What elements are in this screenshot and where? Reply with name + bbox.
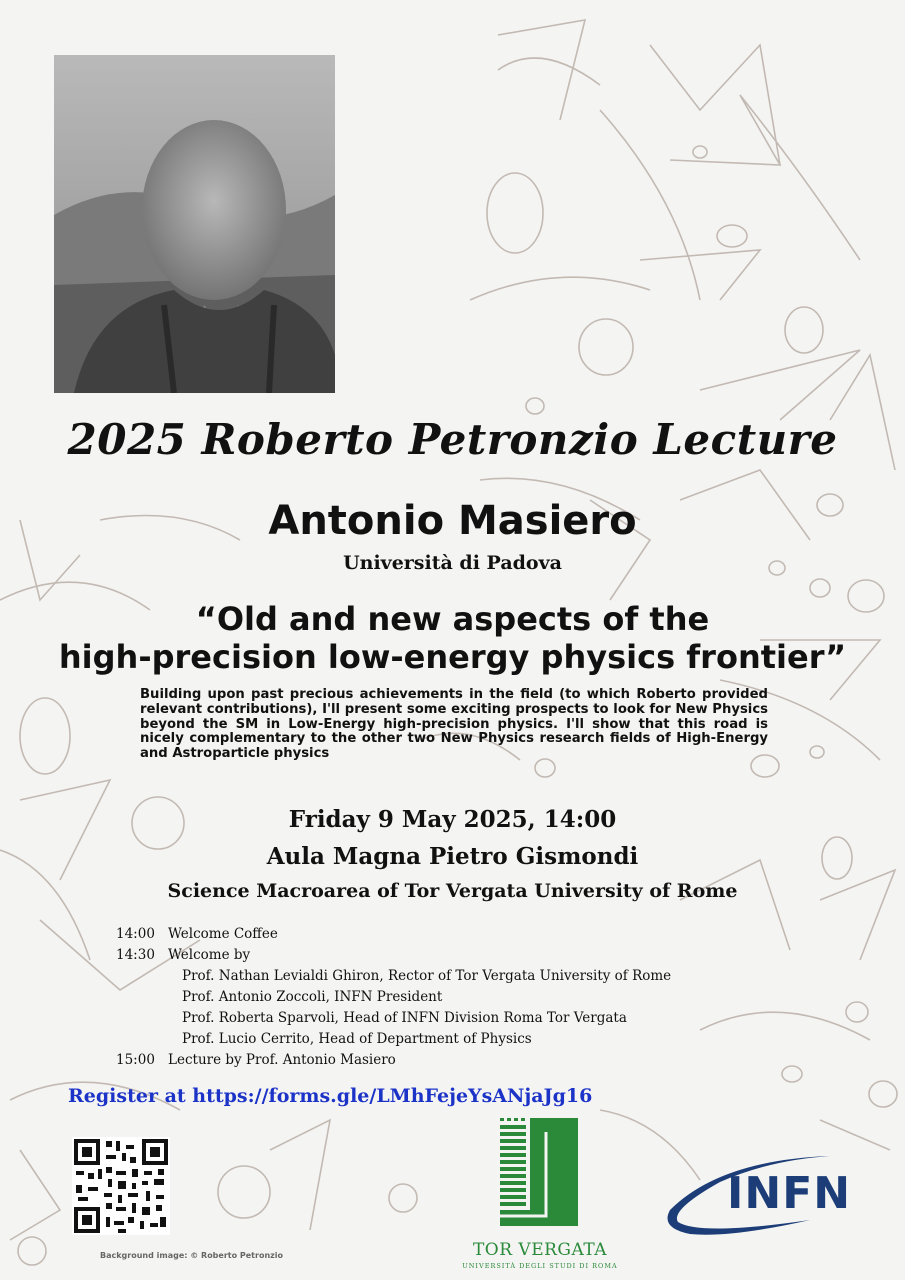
image-credit: Background image: © Roberto Petronzio xyxy=(100,1251,284,1260)
welcome-speaker: Prof. Nathan Levialdi Ghiron, Rector of Tor Vergata University of Rome xyxy=(182,968,672,984)
infn-logo-text: INFN xyxy=(727,1168,852,1219)
program-label: Lecture by Prof. Antonio Masiero xyxy=(168,1052,396,1068)
tor-vergata-subtitle: UNIVERSITÀ DEGLI STUDI DI ROMA xyxy=(462,1262,618,1270)
speaker-photo xyxy=(54,55,335,393)
talk-title-line-1: “Old and new aspects of the xyxy=(195,600,710,638)
registration-line xyxy=(68,1085,592,1107)
program-label: Welcome by xyxy=(168,947,251,963)
talk-title-line-2: high-precision low-energy physics frontier” xyxy=(58,638,847,676)
lecture-series-title: 2025 Roberto Petronzio Lecture xyxy=(67,415,838,464)
registration-prefix: Register at xyxy=(68,1085,186,1107)
program-label: Welcome Coffee xyxy=(168,926,278,942)
tor-vergata-name: TOR VERGATA xyxy=(472,1240,608,1260)
welcome-speaker: Prof. Roberta Sparvoli, Head of INFN Division Roma Tor Vergata xyxy=(182,1010,627,1026)
program-time: 14:00 xyxy=(116,926,155,942)
program-time: 14:30 xyxy=(116,947,155,963)
qr-code-icon[interactable] xyxy=(72,1137,170,1235)
talk-title xyxy=(20,600,885,676)
registration-link[interactable]: https://forms.gle/LMhFejeYsANjaJg16 xyxy=(192,1085,593,1107)
event-date: Friday 9 May 2025, 14:00 xyxy=(288,806,617,833)
welcome-speaker: Prof. Antonio Zoccoli, INFN President xyxy=(182,989,443,1005)
program-item xyxy=(116,1050,816,1071)
program xyxy=(116,924,816,1071)
speaker-name: Antonio Masiero xyxy=(268,498,637,544)
talk-abstract: Building upon past precious achievements in the field (to which Roberto provided relevant contributions), I'll present some exciting prospects to look for New Physics beyond the SM in Low-Energy high-precision physics. I'll show that this road is nicely complementary to the other two New Physics research fields of High-Energy and Astroparticle physics xyxy=(140,687,768,762)
program-item xyxy=(116,945,816,966)
event-location: Science Macroarea of Tor Vergata University of Rome xyxy=(167,880,738,902)
welcome-speaker: Prof. Lucio Cerrito, Head of Department of Physics xyxy=(182,1031,532,1047)
program-time: 15:00 xyxy=(116,1052,155,1068)
event-venue: Aula Magna Pietro Gismondi xyxy=(266,843,639,870)
program-item xyxy=(116,924,816,945)
speaker-affiliation: Università di Padova xyxy=(343,552,562,574)
